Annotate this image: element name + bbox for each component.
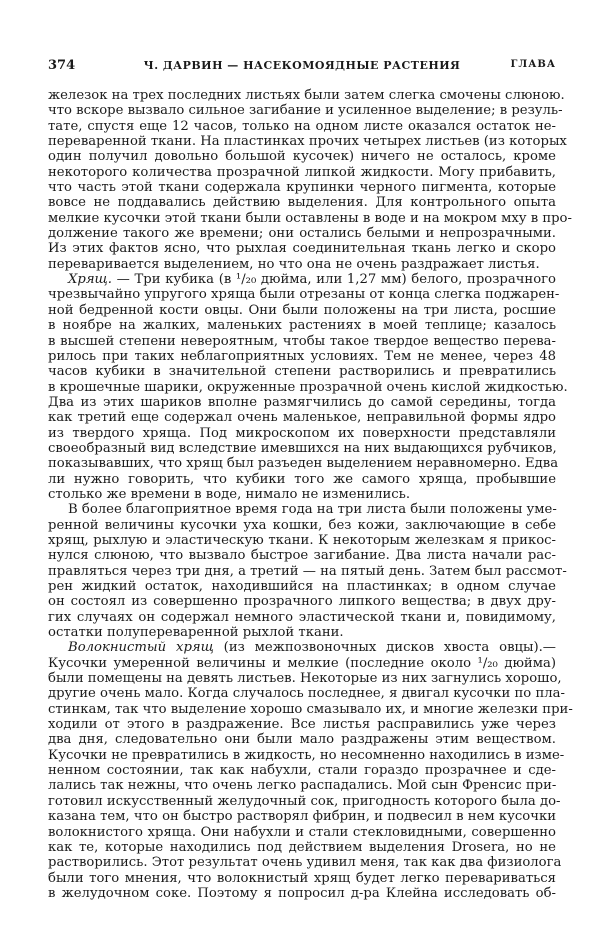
line-text: из твердого хряща. Под микроскопом их поверхности представляли: [48, 425, 556, 441]
line-text: показывавших, что хрящ был разъеден выделением неравномерно. Едва: [48, 456, 559, 472]
text-line: [48, 732, 556, 747]
text-line: [48, 717, 556, 732]
italic-heading: Волокнистый хрящ: [68, 640, 214, 656]
line-text: вовсе не поддавались действию выделения. Для контрольного опыта: [48, 195, 556, 211]
line-text: Два из этих шариков вполне размягчились до самой середины, тогда: [48, 394, 556, 410]
line-text: ли нужно говорить, что кубики того же самого хряща, пробывшие: [48, 471, 556, 487]
line-text: рен жидкий остаток, находившийся на пластинках; в одном случае: [48, 579, 556, 594]
line-text: некоторого количества прозрачной липкой жидкости. Могу прибавить,: [48, 164, 556, 180]
text-line: [48, 210, 572, 226]
line-text: в желудочном соке. Поэтому я попросил д-ра Клейна исследовать об-: [48, 885, 556, 901]
text-line: [48, 518, 556, 533]
text-line: [48, 226, 556, 241]
text-line: [48, 778, 556, 793]
line-text: правляться через три дня, а третий — на пятый день. Затем был рассмот-: [48, 563, 567, 579]
paragraph: [48, 272, 568, 502]
line-text: как те, которые находились под действием выделения Drosera, но не: [48, 839, 556, 855]
text-line: [48, 134, 567, 150]
text-line: [48, 395, 556, 410]
text-line: [48, 701, 573, 717]
line-text: другие очень мало. Когда случалось последнее, я двигал кусочки по пла-: [48, 686, 565, 702]
line-text: остатки полупереваренной рыхлой ткани.: [48, 625, 344, 641]
line-text: железок на трех последних листьях были затем слегка смочены слюною.: [48, 88, 565, 103]
text-line: [48, 103, 563, 119]
text-line: [48, 579, 556, 594]
running-title: Ч. ДАРВИН — НАСЕКОМОЯДНЫЕ РАСТЕНИЯ: [143, 59, 461, 72]
text-line: [48, 656, 556, 671]
text-line: [48, 563, 567, 579]
text-line: [48, 793, 561, 809]
text-line: [48, 610, 556, 625]
line-text: Из этих фактов ясно, что рыхлая соединительная ткань легко и скоро: [48, 241, 556, 257]
text-line: [48, 334, 556, 349]
line-text: в ноябре на жалких, маленьких растениях в моей теплице; казалось: [48, 318, 556, 334]
line-text: — Три кубика (в ¹/₂₀ дюйма, или 1,27 мм) белого, прозрачного: [111, 272, 556, 288]
line-text: Кусочки не превратились в жидкость, но несомненно находились в изме-: [48, 747, 565, 763]
line-text: гих случаях он содержал немного эластической ткани и, повидимому,: [48, 609, 556, 625]
line-text: должение такого же времени; они остались белыми и непрозрачными.: [48, 226, 556, 242]
line-text: как третий еще содержал очень маленькое, неправильной формы ядро: [48, 410, 556, 426]
line-text: были помещены на девять листьев. Некоторые из них загнулись хорошо,: [48, 671, 562, 687]
text-line: [48, 671, 562, 687]
text-line: [48, 119, 556, 134]
line-text: (из межпозвоночных дисков хвоста овцы).—: [213, 640, 556, 656]
line-text: в высшей степени невероятным, чтобы такое твердое вещество перева-: [48, 333, 556, 349]
text-line: [48, 426, 556, 441]
line-text: один получил довольно большой кусочек) ничего не осталось, кроме: [48, 149, 556, 165]
line-text: растворились. Этот результат очень удивил меня, так как два физиолога: [48, 855, 562, 871]
chapter-label: ГЛАВА: [510, 59, 556, 70]
line-text: казана тем, что он быстро растворял фибрин, и подвесил в нем кусочки: [48, 809, 556, 825]
text-line: [48, 410, 556, 425]
text-line: [48, 318, 556, 333]
text-line: [48, 502, 556, 517]
text-line: [48, 594, 556, 609]
text-line: [48, 379, 568, 395]
line-text: ходили от этого в раздражение. Все листья расправились уже через: [48, 717, 556, 733]
text-line: [48, 441, 556, 456]
line-text: в крошечные шарики, окруженные прозрачной очень кислой жидкостью.: [48, 379, 568, 395]
line-text: столько же времени в воде, нимало не изменились.: [48, 486, 411, 502]
text-line: [48, 533, 556, 548]
line-text: лались так нежны, что очень легко распадались. Мой сын Френсис при-: [48, 778, 557, 794]
line-text: что часть этой ткани содержала крупинки черного пигмента, которые: [48, 180, 556, 196]
running-header: [48, 58, 556, 76]
line-text: он состоял из совершенно прозрачного липкого вещества; в двух дру-: [48, 594, 556, 610]
text-line: [48, 272, 556, 287]
text-line: [48, 349, 556, 364]
text-line: [48, 165, 556, 180]
text-line: [48, 871, 556, 886]
text-line: [48, 180, 556, 195]
text-line: [48, 303, 556, 318]
text-line: [48, 686, 565, 702]
text-line: [48, 257, 556, 272]
text-line: [48, 364, 556, 379]
text-line: [48, 456, 559, 472]
text-line: [48, 241, 556, 256]
line-text: переваренной ткани. На пластинках прочих четырех листьев (из которых: [48, 134, 567, 150]
line-text: ной бедренной кости овцы. Они были положены на три листа, росшие: [48, 302, 556, 318]
text-line: [48, 763, 556, 778]
line-text: что вскоре вызвало сильное загибание и усиленное выделение; в резуль-: [48, 103, 563, 119]
paragraph: [48, 88, 572, 272]
paragraph: [48, 640, 573, 901]
line-text: рилось при таких неблагоприятных условиях. Тем не менее, через 48: [48, 348, 556, 364]
text-line: [48, 487, 556, 502]
line-text: часов кубики в значительной степени растворились и превратились: [48, 364, 556, 380]
line-text: тате, спустя еще 12 часов, только на одном листе оказался остаток не-: [48, 118, 556, 134]
page-number: 374: [48, 58, 76, 73]
line-text: волокнистого хряща. Они набухли и стали стекловидными, совершенно: [48, 824, 556, 840]
text-line: [48, 809, 556, 824]
line-text: ненном состоянии, так как набухли, стали гораздо прозрачнее и сде-: [48, 763, 556, 779]
text-line: [48, 548, 556, 563]
line-text: хрящ, рыхлую и эластическую ткани. К некоторым железкам я прикос-: [48, 532, 556, 548]
text-line: [48, 149, 556, 164]
text-line: [48, 825, 556, 840]
italic-heading: Хрящ.: [68, 272, 112, 288]
line-text: были того мнения, что волокнистый хрящ будет легко перевариваться: [48, 870, 556, 886]
text-line: [48, 640, 556, 655]
text-line: [48, 855, 562, 871]
line-text: два дня, следовательно они были мало раздражены этим веществом.: [48, 732, 556, 748]
text-line: [48, 195, 556, 210]
page-body: [48, 88, 573, 901]
line-text: готовил искусственный желудочный сок, пригодность которого была до-: [48, 793, 561, 809]
text-line: [48, 625, 556, 640]
line-text: ренной величины кусочки уха кошки, без кожи, заключающие в себе: [48, 517, 556, 533]
line-text: переваривается выделением, но что она не очень раздражает листья.: [48, 256, 540, 272]
text-line: [48, 472, 556, 487]
text-line: [48, 747, 565, 763]
line-text: своеобразный вид вследствие имевшихся на них выдающихся рубчиков,: [48, 440, 557, 456]
line-text: стинкам, так что выделение хорошо смазывало их, и многие железки при-: [48, 701, 573, 717]
paragraph: [48, 502, 567, 641]
text-line: [48, 886, 556, 901]
line-text: Кусочки умеренной величины и мелкие (последние около ¹/₂₀ дюйма): [48, 655, 556, 671]
line-text: мелкие кусочки этой ткани были оставлены в воде и на мокром мху в про-: [48, 210, 572, 226]
text-line: [48, 88, 565, 103]
line-text: нулся слюною, что вызвало быстрое загибание. Два листа начали рас-: [48, 548, 556, 564]
text-line: [48, 287, 560, 303]
line-text: чрезвычайно упругого хряща были отрезаны от конца слегка поджарен-: [48, 287, 560, 303]
text-line: [48, 840, 556, 855]
line-text: В более благоприятное время года на три листа были положены уме-: [68, 502, 557, 518]
